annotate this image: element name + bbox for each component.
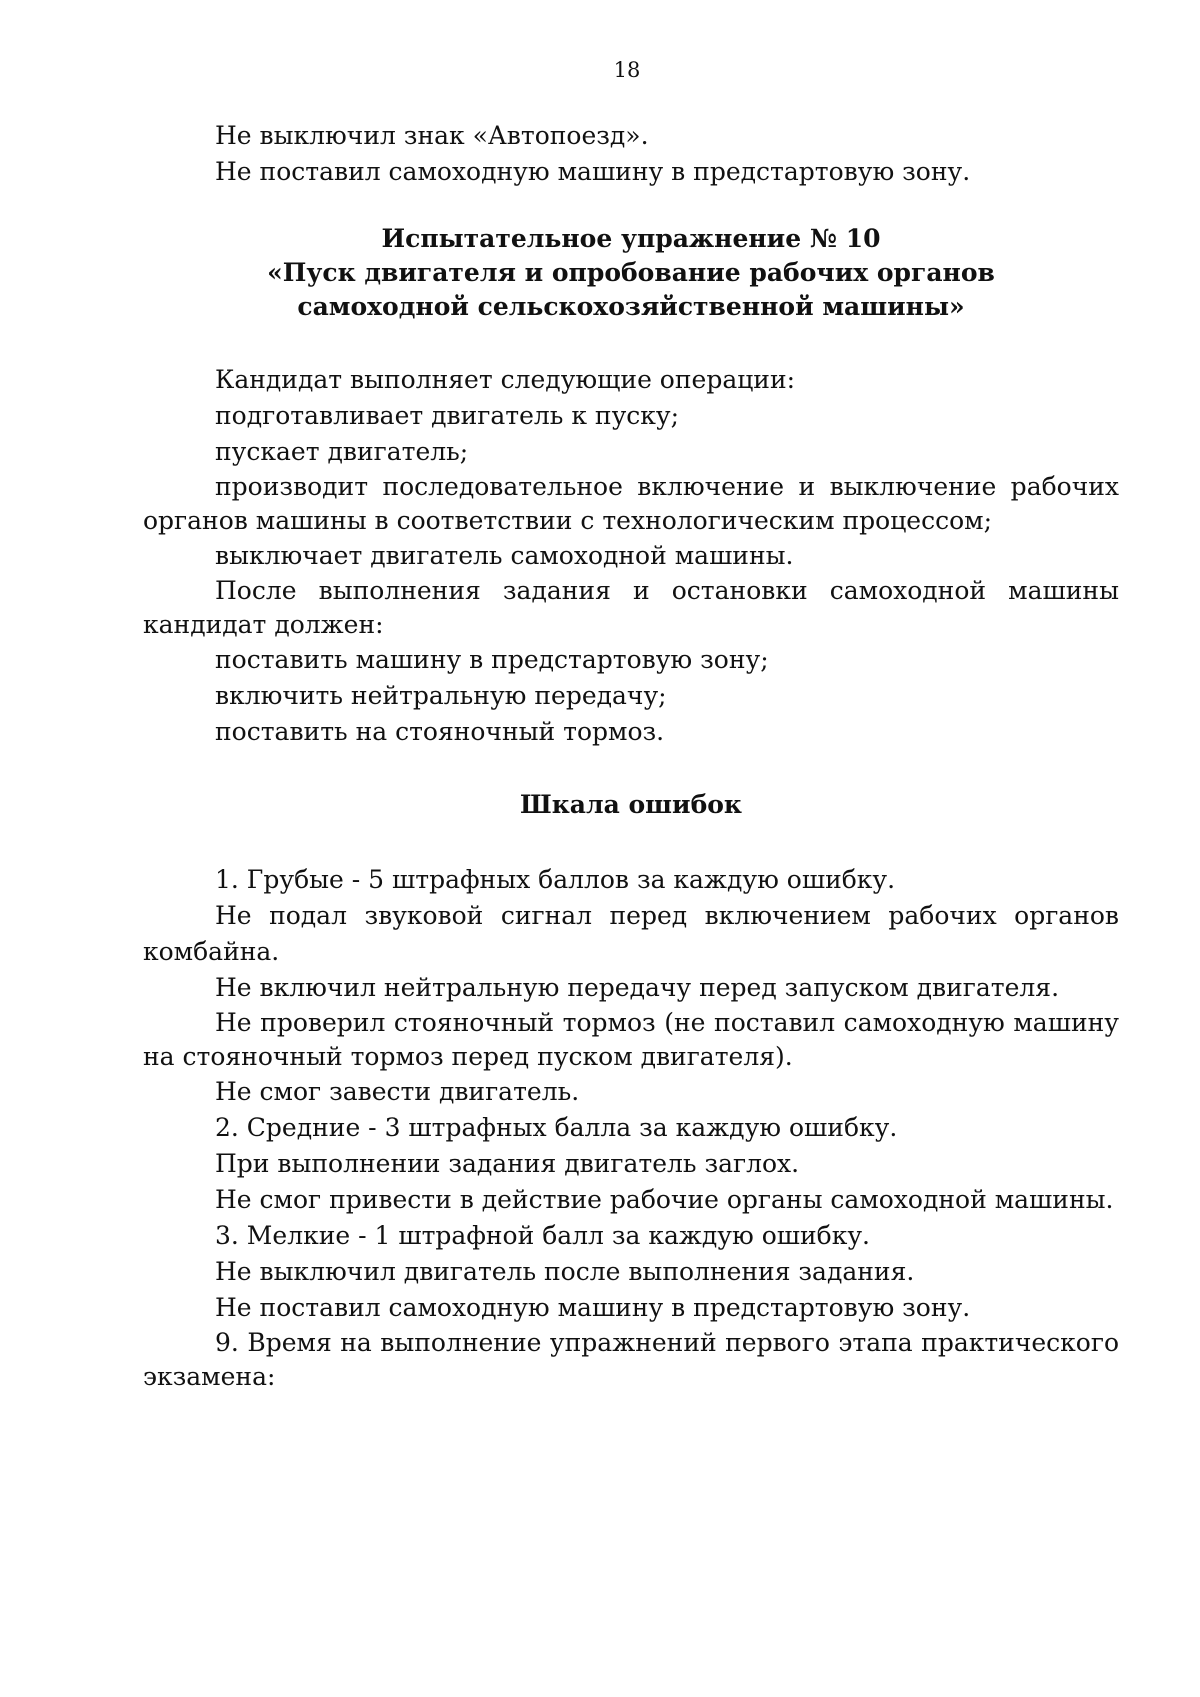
error-scale-title-block (143, 788, 1119, 822)
page-number: 18 (613, 58, 641, 82)
exercise-paragraph: После выполнения задания и остановки самоходной машины кандидат должен: (143, 576, 1119, 639)
intro-line: Не поставил самоходную машину в предстартовую зону. (215, 157, 971, 186)
exercise-title (143, 222, 1119, 324)
error-scale-paragraph: При выполнении задания двигатель заглох. (215, 1149, 800, 1178)
error-scale-paragraph: 9. Время на выполнение упражнений первого этапа практического экзамена: (143, 1328, 1119, 1391)
error-scale-paragraph: Не выключил двигатель после выполнения задания. (215, 1257, 915, 1286)
exercise-paragraph: производит последовательное включение и выключение рабочих органов машины в соответствии с технологическим процессом; (143, 472, 1119, 535)
error-scale-paragraph: 2. Средние - 3 штрафных балла за каждую ошибку. (215, 1113, 898, 1142)
exercise-paragraph: пускает двигатель; (215, 437, 469, 466)
exercise-title-line: «Пуск двигателя и опробование рабочих органов (267, 258, 995, 287)
error-scale-paragraph: Не смог завести двигатель. (215, 1077, 580, 1106)
exercise-paragraph: выключает двигатель самоходной машины. (215, 541, 794, 570)
exercise-paragraph: включить нейтральную передачу; (215, 681, 667, 710)
exercise-title-line: самоходной сельскохозяйственной машины» (297, 292, 965, 321)
error-scale-paragraph: Не смог привести в действие рабочие органы самоходной машины. (215, 1185, 1114, 1214)
page-content (143, 118, 1119, 1394)
error-scale-paragraph: Не подал звуковой сигнал перед включением рабочих органов комбайна. (143, 901, 1119, 966)
exercise-paragraph: подготавливает двигатель к пуску; (215, 401, 680, 430)
exercise-paragraph: Кандидат выполняет следующие операции: (215, 365, 796, 394)
error-scale-paragraph: 3. Мелкие - 1 штрафной балл за каждую ошибку. (215, 1221, 871, 1250)
error-scale-paragraph: Не включил нейтральную передачу перед запуском двигателя. (215, 973, 1060, 1002)
error-scale-paragraph: Не поставил самоходную машину в предстартовую зону. (215, 1293, 971, 1322)
exercise-paragraph: поставить на стояночный тормоз. (215, 717, 665, 746)
error-scale-paragraph: Не проверил стояночный тормоз (не поставил самоходную машину на стояночный тормоз перед пуском двигателя). (143, 1008, 1119, 1071)
error-scale-paragraph: 1. Грубые - 5 штрафных баллов за каждую ошибку. (215, 865, 896, 894)
exercise-paragraph: поставить машину в предстартовую зону; (215, 645, 769, 674)
error-scale-title: Шкала ошибок (520, 790, 742, 819)
exercise-title-line: Испытательное упражнение № 10 (381, 224, 881, 253)
intro-line: Не выключил знак «Автопоезд». (215, 121, 649, 150)
